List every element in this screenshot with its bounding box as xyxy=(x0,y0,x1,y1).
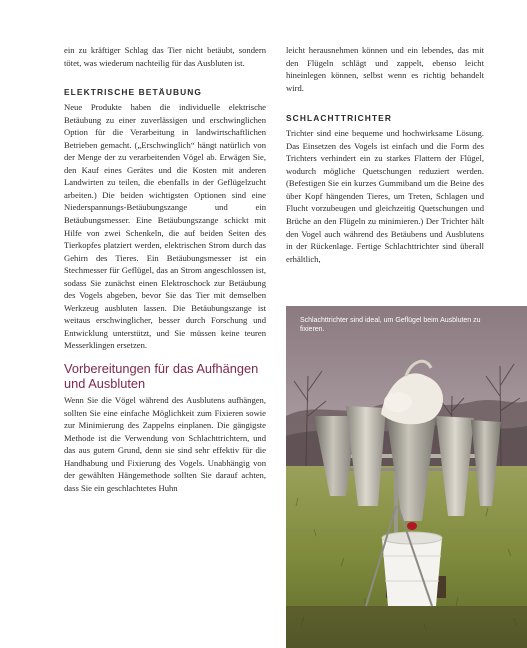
right-column xyxy=(286,44,484,265)
electric-stunning-paragraph: Neue Produkte haben die individuelle elektrische Betäubung zu einer zuverlässigen und erschwinglichen Option für die Verarbeitung in landwirtschaftlichen Betrieben gemacht. („Erschwinglich“ hängt natürlich von der Menge der zu verarbeitenden Vögel ab. Erwägen Sie, den Kauf eines Gerätes und die Kosten mit anderen Landwirten zu teilen, die ebenfalls in der Geflügelzucht arbeiten.) Die beiden wichtigsten Optionen sind eine Niederspannungs-Betäubungszange und ein Betäubungsmesser. Eine Betäubungszange schickt mit Hilfe von zwei Schenkeln, die auf beiden Seiten des Tierkopfes platziert werden, elektrischen Strom durch das Gehirn des Tieres. Ein Betäubungsmesser ist ein Stechmesser für Geflügel, das an Strom angeschlossen ist, sodass Sie zunächst einen Elektroschock zur Betäubung des Vogels abgeben, bevor Sie das Tier mit demselben Werkzeug ausbluten lassen. Die Betäubungszange ist weitaus erschwinglicher, besser durch Forschung und Entwicklung unterstützt, und Sie müssen keine teuren Messerklingen ersetzen. xyxy=(64,102,266,351)
left-column xyxy=(64,44,266,494)
right-intro-paragraph: leicht herausnehmen können und ein lebendes, das mit den Flügeln schlägt und zappelt, ebenso leicht hineinlegen können, selbst wenn es richtig behandelt wird. xyxy=(286,45,484,93)
section-heading-hanging-bleeding: Vorbereitungen für das Aufhängen und Ausbluten xyxy=(64,361,259,392)
killing-cone-photo xyxy=(286,306,527,648)
heading-killing-cones: SCHLACHTTRICHTER xyxy=(286,113,392,124)
photo-caption: Schlachttrichter sind ideal, um Geflügel beim Ausbluten zu fixieren. xyxy=(300,317,481,333)
hanging-bleeding-paragraph: Wenn Sie die Vögel während des Ausblutens aufhängen, sollten Sie eine einfache Möglichkeit zum Fixieren sowie zur Minimierung des Zappelns einplanen. Die gängigste Methode ist die Verwendung von Schlachttrichtern, und das aus gutem Grund, denn sie sind sehr effektiv für die Handhabung und Fixierung des Vogels. Unabhängig von der gewählten Hängemethode sollten Sie darauf achten, dass Sie ein geschlachtetes Huhn xyxy=(64,395,266,493)
killing-cone-illustration xyxy=(286,306,527,648)
killing-cones-paragraph: Trichter sind eine bequeme und hochwirksame Lösung. Das Einsetzen des Vogels ist einfach und die Form des Trichters verhindert ein zu starkes Flattern der Flügel, wodurch mögliche Quetschungen reduziert werden. (Befestigen Sie ein kurzes Gummiband um die Beine des über Kopf hängenden Tieres, um Treten, Schlagen und Flucht vorzubeugen und gleichzeitig Quetschungen und Brüche an den Flügeln zu minimieren.) Der Trichter hält den Vogel auch während des Betäubens und Ausblutens in der Rückenlage. Fertige Schlachttrichter sind überall erhältlich, xyxy=(286,128,484,264)
heading-electric-stunning: ELEKTRISCHE BETÄUBUNG xyxy=(64,87,203,98)
left-intro-paragraph: ein zu kräftiger Schlag das Tier nicht betäubt, sondern tötet, was wiederum nachteilig für das Ausbluten ist. xyxy=(64,45,266,68)
